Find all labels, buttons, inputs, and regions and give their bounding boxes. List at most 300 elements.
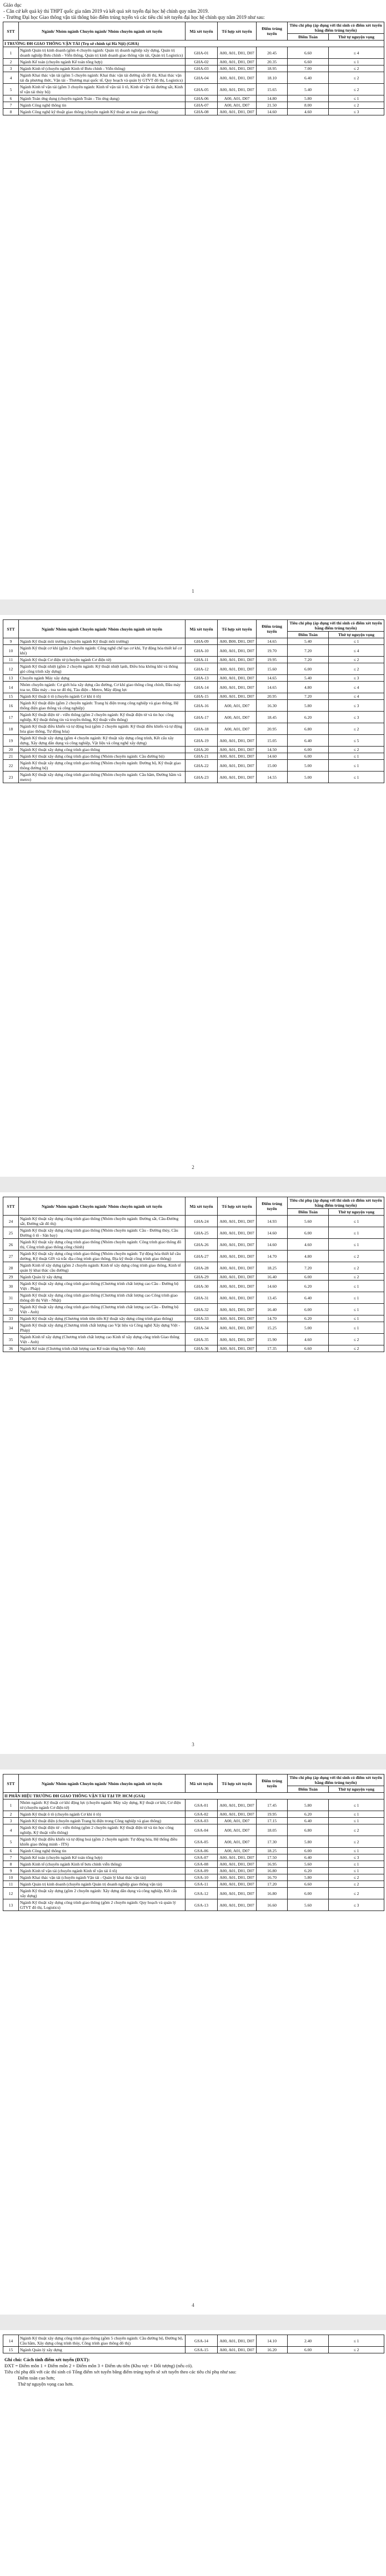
document-page-2 [0, 615, 386, 1177]
cell-to-hop: A00, A01, D07 [218, 1836, 257, 1848]
table-row [3, 1304, 384, 1315]
cell-diem-trung-tuyen: 16.70 [257, 1874, 288, 1881]
cell-thu-tu-nguyen-vong: ≤ 1 [329, 1292, 384, 1304]
cell-to-hop: A00, A01, D07 [218, 1818, 257, 1824]
cell-diem-trung-tuyen: 19.95 [257, 1811, 288, 1818]
cell-thu-tu-nguyen-vong: ≤ 2 [329, 1251, 384, 1262]
cell-diem-trung-tuyen: 14.70 [257, 1315, 288, 1322]
cell-ma-xet-tuyen: GHA-07 [186, 102, 218, 109]
cell-stt: 29 [3, 1274, 19, 1281]
cell-diem-toan: 5.00 [288, 772, 329, 783]
cell-diem-trung-tuyen: 17.20 [257, 1881, 288, 1888]
cell-stt: 36 [3, 1345, 19, 1352]
cell-thu-tu-nguyen-vong: ≤ 2 [329, 1881, 384, 1888]
table-row [3, 1322, 384, 1334]
table-row [3, 1824, 384, 1836]
cell-to-hop: A00, A01, D01, D07 [218, 735, 257, 747]
cell-thu-tu-nguyen-vong: ≤ 3 [329, 1899, 384, 1911]
cell-diem-toan: 4.60 [288, 1334, 329, 1345]
cell-nganh: Ngành Kỹ thuật xây dựng (Chương trình chất lượng cao Vật liệu và Công nghệ Xây dựng Việt - Pháp) [19, 1322, 186, 1334]
cell-nganh: Ngành Quản lý xây dựng [19, 2347, 186, 2353]
cell-to-hop: A00, A01, D01, D07 [218, 1345, 257, 1352]
cell-nganh: Ngành Kỹ thuật xây dựng công trình giao thông (Chương trình chất lượng cao Cầu - Đường bộ Việt - Pháp) [19, 1281, 186, 1292]
table-row [3, 682, 384, 693]
cell-to-hop: A00, A01, D01, D07 [218, 772, 257, 783]
header-tieuchi: Tiêu chí phụ (áp dụng với thí sinh có điểm xét tuyển bằng điểm trúng tuyển) [288, 620, 384, 632]
cell-diem-toan: 6.60 [288, 1881, 329, 1888]
table-row [3, 72, 384, 84]
cell-to-hop: A00, A01, D01, D07 [218, 59, 257, 65]
cell-stt: 19 [3, 735, 19, 747]
cell-diem-toan: 5.80 [288, 700, 329, 712]
table-row [3, 663, 384, 675]
note-line-3: Tiêu chí phụ đối với các thí sinh có Tổng điểm xét tuyển bằng điểm trúng tuyển sẽ xét tuyển theo các tiêu chí phụ như sau: [4, 2369, 237, 2375]
cell-diem-trung-tuyen: 14.65 [257, 682, 288, 693]
cell-diem-trung-tuyen: 19.70 [257, 645, 288, 657]
cell-nganh: Ngành Kỹ thuật ô tô (chuyên ngành Cơ khí ô tô) [19, 1811, 186, 1818]
cell-ma-xet-tuyen: GHA-32 [186, 1304, 218, 1315]
cell-ma-xet-tuyen: GHA-26 [186, 1239, 218, 1251]
cell-ma-xet-tuyen: GHA-24 [186, 1216, 218, 1227]
cell-thu-tu-nguyen-vong: ≤ 4 [329, 47, 384, 59]
cell-diem-toan: 5.00 [288, 760, 329, 772]
cell-stt: 9 [3, 638, 19, 645]
table-row [3, 1281, 384, 1292]
cell-nganh: Ngành Kỹ thuật điện tử - viễn thông (gồm 2 chuyên ngành: Kỹ thuật điện tử và tin học công nghiệp, Kỹ thuật viễn thông) [19, 1824, 186, 1836]
cell-nganh: Ngành Kỹ thuật xây dựng (gồm 2 chuyên ngành: Xây dựng dân dụng và công nghiệp, Kết cấu xây dựng) [19, 1888, 186, 1899]
cell-ma-xet-tuyen: GSA-14 [186, 2335, 218, 2347]
header-ma: Mã xét tuyển [186, 22, 218, 41]
table-row [3, 700, 384, 712]
cell-stt: 7 [3, 1854, 19, 1861]
cell-nganh: Ngành Công nghệ thông tin [19, 102, 186, 109]
cell-stt: 2 [3, 59, 19, 65]
table-row [3, 1227, 384, 1239]
section-title: I TRƯỜNG ĐH GIAO THÔNG VẬN TẢI (Trụ sở chính tại Hà Nội) (GHA) [3, 41, 384, 47]
header-tieuchi: Tiêu chí phụ (áp dụng với thí sinh có điểm xét tuyển bằng điểm trúng tuyển) [288, 1197, 384, 1209]
admission-table-page-1 [3, 22, 384, 115]
cell-diem-toan: 5.80 [288, 1836, 329, 1848]
cell-diem-trung-tuyen: 20.45 [257, 47, 288, 59]
cell-nganh: Ngành Kỹ thuật xây dựng công trình giao thông (Nhóm chuyên ngành: Cầu - Đường thủy, Cầu Đường ô tô - Sân bay) [19, 1227, 186, 1239]
cell-thu-tu-nguyen-vong: ≤ 2 [329, 663, 384, 675]
cell-to-hop: A00, A01, D01, D07 [218, 47, 257, 59]
cell-thu-tu-nguyen-vong: ≤ 5 [329, 735, 384, 747]
document-page-1 [0, 0, 386, 599]
header-stt: STT [3, 620, 19, 638]
header-tieuchi: Tiêu chí phụ (áp dụng với thí sinh có điểm xét tuyển bằng điểm trúng tuyển) [288, 22, 384, 34]
cell-stt: 3 [3, 65, 19, 72]
cell-diem-trung-tuyen: 16.30 [257, 700, 288, 712]
cell-stt: 17 [3, 712, 19, 723]
cell-diem-toan: 6.20 [288, 712, 329, 723]
table-row [3, 1881, 384, 1888]
cell-stt: 22 [3, 760, 19, 772]
cell-thu-tu-nguyen-vong: ≤ 1 [329, 2335, 384, 2347]
cell-diem-toan: 2.40 [288, 2335, 329, 2347]
cell-diem-toan: 5.40 [288, 638, 329, 645]
cell-to-hop: A00, A01, D01, D07 [218, 2335, 257, 2347]
cell-diem-trung-tuyen: 14.60 [257, 753, 288, 760]
cell-ma-xet-tuyen: GHA-27 [186, 1251, 218, 1262]
page-gap [0, 1754, 386, 1770]
page-number-3: 3 [192, 1742, 194, 1747]
cell-nganh: Ngành Kế toán (chuyên ngành Kế toán tổng hợp) [19, 59, 186, 65]
cell-diem-toan: 6.40 [288, 72, 329, 84]
cell-stt: 2 [3, 1811, 19, 1818]
cell-thu-tu-nguyen-vong: ≤ 2 [329, 65, 384, 72]
cell-diem-toan: 6.60 [288, 1345, 329, 1352]
cell-diem-trung-tuyen: 14.55 [257, 772, 288, 783]
cell-diem-trung-tuyen: 17.15 [257, 1818, 288, 1824]
cell-thu-tu-nguyen-vong: ≤ 2 [329, 84, 384, 95]
cell-nganh: Ngành Kỹ thuật nhiệt (gồm 2 chuyên ngành: Kỹ thuật nhiệt lạnh, Điều hòa không khí và thông gió công trình xây dựng) [19, 663, 186, 675]
cell-to-hop: A00, A01, D01, D07 [218, 645, 257, 657]
header-nganh: Ngành/ Nhóm ngành Chuyên ngành/ Nhóm chuyên ngành xét tuyển [19, 22, 186, 41]
cell-ma-xet-tuyen: GHA-13 [186, 675, 218, 682]
cell-diem-trung-tuyen: 13.45 [257, 1292, 288, 1304]
cell-nganh: Ngành Kinh tế vận tải (chuyên ngành Kinh tế vận tải ô tô) [19, 1868, 186, 1874]
cell-to-hop: A00, A01, D07 [218, 1848, 257, 1854]
cell-ma-xet-tuyen: GHA-16 [186, 700, 218, 712]
cell-ma-xet-tuyen: GHA-36 [186, 1345, 218, 1352]
cell-stt: 5 [3, 84, 19, 95]
cell-stt: 6 [3, 1848, 19, 1854]
cell-to-hop: A00, A01, D01, D07 [218, 1251, 257, 1262]
table-row [3, 47, 384, 59]
cell-to-hop: A00, A01, D01, D07 [218, 1304, 257, 1315]
table-row [3, 1848, 384, 1854]
cell-stt: 8 [3, 109, 19, 115]
cell-stt: 15 [3, 2347, 19, 2353]
cell-stt: 31 [3, 1292, 19, 1304]
cell-thu-tu-nguyen-vong: ≤ 2 [329, 1874, 384, 1881]
page-gap [0, 1177, 386, 1192]
cell-thu-tu-nguyen-vong: ≤ 1 [329, 59, 384, 65]
cell-to-hop: A00, A01, D01, D07 [218, 1281, 257, 1292]
cell-ma-xet-tuyen: GHA-12 [186, 663, 218, 675]
table-row [3, 1216, 384, 1227]
cell-to-hop: A00, A01, D01, D07 [218, 1315, 257, 1322]
table-row [3, 102, 384, 109]
cell-diem-toan: 6.20 [288, 1315, 329, 1322]
cell-thu-tu-nguyen-vong: ≤ 1 [329, 95, 384, 102]
table-row [3, 95, 384, 102]
cell-nganh: Ngành Kỹ thuật Cơ điện tử (chuyên ngành Cơ điện tử) [19, 657, 186, 663]
cell-stt: 4 [3, 1824, 19, 1836]
cell-diem-trung-tuyen: 18.05 [257, 1824, 288, 1836]
cell-ma-xet-tuyen: GHA-01 [186, 47, 218, 59]
cell-thu-tu-nguyen-vong: ≤ 2 [329, 1836, 384, 1848]
cell-nganh: Ngành Kinh tế xây dựng (gồm 2 chuyên ngành: Kinh tế xây dựng công trình giao thông, Kinh tế quản lý khai thác cầu đường) [19, 1262, 186, 1274]
cell-thu-tu-nguyen-vong: ≤ 1 [329, 760, 384, 772]
page-gap [0, 599, 386, 615]
cell-thu-tu-nguyen-vong: ≤ 2 [329, 1262, 384, 1274]
cell-stt: 23 [3, 772, 19, 783]
cell-nganh: Ngành Kỹ thuật xây dựng công trình giao thông (gồm 2 chuyên ngành: Quy hoạch và quản lý GTVT đô thị, Logistics) [19, 1899, 186, 1911]
header-stt: STT [3, 1197, 19, 1216]
cell-stt: 34 [3, 1322, 19, 1334]
table-row [3, 675, 384, 682]
cell-thu-tu-nguyen-vong: ≤ 1 [329, 1868, 384, 1874]
table-row [3, 753, 384, 760]
cell-nganh: Ngành Khai thác vận tải (chuyên ngành Vận tải - Quản lý khai thác vận tải) [19, 1874, 186, 1881]
cell-thu-tu-nguyen-vong: ≤ 4 [329, 693, 384, 700]
note-line-1: Ghi chú: Cách tính điểm xét tuyển (ĐXT): [4, 2357, 90, 2362]
document-page-4 [0, 1770, 386, 2315]
cell-to-hop: A00, A01, D01, D07 [218, 1216, 257, 1227]
table-row [3, 1799, 384, 1811]
table-row [3, 657, 384, 663]
cell-nganh: Ngành Kinh tế (chuyên ngành Kinh tế bưu chính viễn thông) [19, 1861, 186, 1868]
note-line-2: ĐXT = Điểm môn 1 + Điểm môn 2 + Điểm môn 3 + Điểm ưu tiên (Khu vực + Đối tượng) (nếu có). [4, 2363, 193, 2368]
cell-diem-trung-tuyen: 14.60 [257, 1281, 288, 1292]
cell-thu-tu-nguyen-vong: ≤ 1 [329, 1848, 384, 1854]
note-line-5: Thứ tự nguyện vọng cao hơn. [18, 2381, 74, 2387]
cell-nganh: Ngành Kỹ thuật xây dựng công trình giao thông (gồm 5 chuyên ngành: Cầu đường bộ, Đường bộ, Cầu hầm, Xây dựng công trình thủy, Công trình giao thông đô thị) [19, 2335, 186, 2347]
notes-block [0, 2353, 386, 2391]
cell-to-hop: A00, A01, D01, D07 [218, 1811, 257, 1818]
cell-nganh: Ngành Kinh tế vận tải (gồm 3 chuyên ngành: Kinh tế vận tải ô tô, Kinh tế vận tải đường sắt, Kinh tế vận tải thủy bộ) [19, 84, 186, 95]
cell-ma-xet-tuyen: GHA-31 [186, 1292, 218, 1304]
table-row [3, 693, 384, 700]
cell-to-hop: A00, A01, D01, D07 [218, 1292, 257, 1304]
cell-to-hop: A00, A01, D01, D07 [218, 1227, 257, 1239]
header-thutu: Thứ tự nguyện vọng [329, 1209, 384, 1216]
admission-table-page-5 [3, 2335, 384, 2353]
cell-nganh: Ngành Kế toán (Chương trình chất lượng cao Kế toán tổng hợp Việt - Anh) [19, 1345, 186, 1352]
table-row [3, 1262, 384, 1274]
cell-to-hop: A00, A01, D01, D07 [218, 1274, 257, 1281]
cell-nganh: Ngành Công nghệ kỹ thuật giao thông (chuyên ngành Kỹ thuật an toàn giao thông) [19, 109, 186, 115]
cell-diem-toan: 6.00 [288, 663, 329, 675]
cell-ma-xet-tuyen: GHA-09 [186, 638, 218, 645]
cell-nganh: Ngành Kỹ thuật điều khiển và tự động hoá (gồm 2 chuyên ngành: Tự động hóa, Hệ thống điều khiển giao thông minh - ITS) [19, 1836, 186, 1848]
cell-diem-trung-tuyen: 14.93 [257, 1216, 288, 1227]
cell-diem-trung-tuyen: 15.60 [257, 663, 288, 675]
cell-stt: 20 [3, 747, 19, 753]
cell-stt: 14 [3, 682, 19, 693]
table-row [3, 1888, 384, 1899]
cell-diem-toan: 6.20 [288, 1811, 329, 1818]
cell-diem-toan: 6.60 [288, 59, 329, 65]
cell-stt: 8 [3, 1861, 19, 1868]
cell-diem-trung-tuyen: 20.35 [257, 59, 288, 65]
cell-thu-tu-nguyen-vong: ≤ 2 [329, 1824, 384, 1836]
cell-diem-toan: 4.60 [288, 109, 329, 115]
cell-stt: 7 [3, 102, 19, 109]
cell-diem-trung-tuyen: 17.45 [257, 1799, 288, 1811]
cell-thu-tu-nguyen-vong: ≤ 1 [329, 1281, 384, 1292]
cell-thu-tu-nguyen-vong: ≤ 1 [329, 1304, 384, 1315]
cell-nganh: Ngành Kỹ thuật điện (gồm 2 chuyên ngành: Trang bị điện trong công nghiệp và giao thông, Hệ thống điện giao thông và công nghiệp) [19, 700, 186, 712]
cell-to-hop: A00, A01, D01, D07 [218, 760, 257, 772]
section-title: II PHÂN HIỆU TRƯỜNG ĐH GIAO THÔNG VẬN TẢI TẠI TP. HCM (GSA) [3, 1793, 384, 1799]
cell-diem-trung-tuyen: 14.60 [257, 1239, 288, 1251]
cell-diem-toan: 5.80 [288, 1799, 329, 1811]
cell-to-hop: A00, A01, D07 [218, 712, 257, 723]
cell-to-hop: A00, A01, D07 [218, 700, 257, 712]
cell-thu-tu-nguyen-vong: ≤ 1 [329, 772, 384, 783]
cell-to-hop: A00, A01, D01, D07 [218, 1881, 257, 1888]
cell-ma-xet-tuyen: GHA-25 [186, 1227, 218, 1239]
cell-nganh: Chuyên ngành Máy xây dựng [19, 675, 186, 682]
cell-ma-xet-tuyen: GSA-03 [186, 1818, 218, 1824]
cell-nganh: Ngành Kinh tế xây dựng (Chương trình chất lượng cao Kinh tế xây dựng công trình Giao thông Việt - Anh) [19, 1334, 186, 1345]
cell-ma-xet-tuyen: GHA-08 [186, 109, 218, 115]
header-tieuchi: Tiêu chí phụ (áp dụng với thí sinh có điểm xét tuyển bằng điểm trúng tuyển) [288, 1775, 384, 1786]
cell-stt: 9 [3, 1868, 19, 1874]
cell-diem-toan: 6.80 [288, 723, 329, 735]
cell-diem-trung-tuyen: 14.60 [257, 1227, 288, 1239]
header-tohop: Tổ hợp xét tuyển [218, 1775, 257, 1793]
table-row [3, 772, 384, 783]
cell-ma-xet-tuyen: GSA-07 [186, 1854, 218, 1861]
cell-to-hop: A00, A01, D07 [218, 1824, 257, 1836]
cell-ma-xet-tuyen: GHA-04 [186, 72, 218, 84]
cell-diem-trung-tuyen: 18.25 [257, 1262, 288, 1274]
cell-ma-xet-tuyen: GHA-18 [186, 723, 218, 735]
cell-nganh: Ngành Kỹ thuật điện tử - viễn thông (gồm 2 chuyên ngành: Kỹ thuật điện tử và tin học công nghiệp, Kỹ thuật thông tin và truyền thông, Kỹ thuật viễn thông) [19, 712, 186, 723]
cell-stt: 6 [3, 95, 19, 102]
page-number-4: 4 [192, 2302, 194, 2308]
cell-thu-tu-nguyen-vong: ≤ 3 [329, 109, 384, 115]
header-ma: Mã xét tuyển [186, 1775, 218, 1793]
cell-to-hop: A00, A01, D01, D07 [218, 1334, 257, 1345]
table-row [3, 1292, 384, 1304]
cell-stt: 11 [3, 1881, 19, 1888]
cell-diem-trung-tuyen: 15.05 [257, 735, 288, 747]
cell-thu-tu-nguyen-vong: ≤ 1 [329, 638, 384, 645]
cell-ma-xet-tuyen: GSA-06 [186, 1848, 218, 1854]
cell-nganh: Ngành Kỹ thuật xây dựng công trình giao thông [19, 747, 186, 753]
header-nganh: Ngành/ Nhóm ngành Chuyên ngành/ Nhóm chuyên ngành xét tuyển [19, 620, 186, 638]
cell-stt: 35 [3, 1334, 19, 1345]
cell-nganh: Ngành Kỹ thuật xây dựng (Chương trình tiên tiến Kỹ thuật xây dựng công trình giao thông) [19, 1315, 186, 1322]
cell-thu-tu-nguyen-vong: ≤ 2 [329, 1345, 384, 1352]
cell-diem-toan: 6.60 [288, 47, 329, 59]
cell-ma-xet-tuyen: GHA-21 [186, 753, 218, 760]
cell-diem-trung-tuyen: 17.30 [257, 1836, 288, 1848]
cell-diem-trung-tuyen: 15.25 [257, 1322, 288, 1334]
table-row [3, 1345, 384, 1352]
cell-thu-tu-nguyen-vong: ≤ 2 [329, 747, 384, 753]
cell-nganh: Ngành Kinh tế (chuyên ngành Kinh tế Bưu chính - Viễn thông) [19, 65, 186, 72]
cell-diem-trung-tuyen: 18.45 [257, 712, 288, 723]
cell-nganh: Ngành Khai thác vận tải (gồm 5 chuyên ngành: Khai thác vận tải đường sắt đô thị, Khai thác vận tải đa phương thức, Vận tải - Thương mại quốc tế, Quy hoạch và quản lý GTVT đô thị, Logistics) [19, 72, 186, 84]
cell-ma-xet-tuyen: GSA-02 [186, 1811, 218, 1818]
cell-thu-tu-nguyen-vong: ≤ 1 [329, 1818, 384, 1824]
page-number-2: 2 [192, 1165, 194, 1170]
section-row-ha-noi [3, 41, 384, 47]
cell-diem-toan: 6.40 [288, 735, 329, 747]
cell-diem-toan: 6.20 [288, 1281, 329, 1292]
page-gap [0, 2315, 386, 2330]
header-diemtoan: Điểm Toán [288, 1209, 329, 1216]
cell-to-hop: A00, A01, D01, D07 [218, 1854, 257, 1861]
header-stt: STT [3, 1775, 19, 1793]
cell-diem-toan: 8.00 [288, 102, 329, 109]
cell-to-hop: A00, A01, D01, D07 [218, 1888, 257, 1899]
cell-to-hop: A00, A01, D01, D07 [218, 682, 257, 693]
cell-diem-toan: 4.60 [288, 1239, 329, 1251]
cell-to-hop: A00, A01, D01, D07 [218, 1874, 257, 1881]
cell-stt: 15 [3, 693, 19, 700]
cell-thu-tu-nguyen-vong: ≤ 2 [329, 1334, 384, 1345]
table-row [3, 1899, 384, 1911]
table-row [3, 747, 384, 753]
table-row [3, 1334, 384, 1345]
cell-stt: 33 [3, 1315, 19, 1322]
admission-table-page-3 [3, 1197, 384, 1352]
cell-nganh: Nhóm ngành: Kỹ thuật cơ khí động lực (chuyên ngành: Máy xây dựng, Kỹ thuật cơ khí, Cơ điện tử (chuyên ngành Cơ điện tử) [19, 1799, 186, 1811]
cell-to-hop: A00, A01, D01, D07 [218, 693, 257, 700]
cell-to-hop: A00, A01, D01, D07 [218, 1899, 257, 1911]
cell-stt: 4 [3, 72, 19, 84]
cell-thu-tu-nguyen-vong: ≤ 3 [329, 712, 384, 723]
cell-ma-xet-tuyen: GHA-10 [186, 645, 218, 657]
cell-ma-xet-tuyen: GHA-22 [186, 760, 218, 772]
cell-diem-toan: 5.60 [288, 1216, 329, 1227]
cell-diem-trung-tuyen: 16.40 [257, 1274, 288, 1281]
cell-diem-toan: 7.20 [288, 645, 329, 657]
document-page-3 [0, 1192, 386, 1754]
cell-thu-tu-nguyen-vong: ≤ 1 [329, 1799, 384, 1811]
page-number-1: 1 [192, 588, 194, 594]
cell-thu-tu-nguyen-vong: ≤ 1 [329, 753, 384, 760]
cell-ma-xet-tuyen: GSA-04 [186, 1824, 218, 1836]
cell-to-hop: A00, A01, D07 [218, 95, 257, 102]
cell-to-hop: A00, A01, D01, D07 [218, 1799, 257, 1811]
admission-table-page-4 [3, 1774, 384, 1911]
cell-ma-xet-tuyen: GHA-15 [186, 693, 218, 700]
cell-diem-toan: 6.40 [288, 1818, 329, 1824]
header-diemtoan: Điểm Toán [288, 1786, 329, 1793]
cell-ma-xet-tuyen: GSA-08 [186, 1861, 218, 1868]
cell-thu-tu-nguyen-vong: ≤ 4 [329, 682, 384, 693]
cell-diem-toan: 6.00 [288, 1848, 329, 1854]
cell-ma-xet-tuyen: GHA-20 [186, 747, 218, 753]
table-row [3, 1836, 384, 1848]
cell-diem-toan: 5.60 [288, 1899, 329, 1911]
cell-to-hop: A00, A01, D01, D07 [218, 109, 257, 115]
cell-diem-trung-tuyen: 18.25 [257, 1848, 288, 1854]
cell-diem-trung-tuyen: 14.10 [257, 2335, 288, 2347]
table-row [3, 1239, 384, 1251]
cell-diem-toan: 7.20 [288, 693, 329, 700]
cell-stt: 3 [3, 1818, 19, 1824]
cell-stt: 10 [3, 645, 19, 657]
table-row [3, 1811, 384, 1818]
cell-nganh: Ngành Kỹ thuật cơ khí (gồm 2 chuyên ngành: Công nghệ chế tạo cơ khí, Tự động hóa thiết kế cơ khí) [19, 645, 186, 657]
cell-diem-trung-tuyen: 14.70 [257, 1251, 288, 1262]
cell-stt: 16 [3, 700, 19, 712]
cell-diem-trung-tuyen: 20.95 [257, 723, 288, 735]
cell-nganh: Ngành Kỹ thuật ô tô (chuyên ngành Cơ khí ô tô) [19, 693, 186, 700]
cell-stt: 14 [3, 2335, 19, 2347]
cell-ma-xet-tuyen: GHA-33 [186, 1315, 218, 1322]
table-row [3, 735, 384, 747]
cell-ma-xet-tuyen: GSA-13 [186, 1899, 218, 1911]
cell-nganh: Ngành Kỹ thuật điều khiển và tự động hoá (gồm 2 chuyên ngành: Kỹ thuật điều khiển và tự động hóa giao thông, Tự động hóa) [19, 723, 186, 735]
cell-diem-trung-tuyen: 15.90 [257, 1334, 288, 1345]
cell-to-hop: A00, A01, D01, D07 [218, 72, 257, 84]
cell-ma-xet-tuyen: GHA-34 [186, 1322, 218, 1334]
cell-diem-toan: 5.40 [288, 675, 329, 682]
cell-thu-tu-nguyen-vong: ≤ 2 [329, 72, 384, 84]
cell-nganh: Ngành Kế toán (chuyên ngành Kế toán tổng hợp) [19, 1854, 186, 1861]
header-nganh: Ngành/ Nhóm ngành Chuyên ngành/ Nhóm chuyên ngành xét tuyển [19, 1197, 186, 1216]
